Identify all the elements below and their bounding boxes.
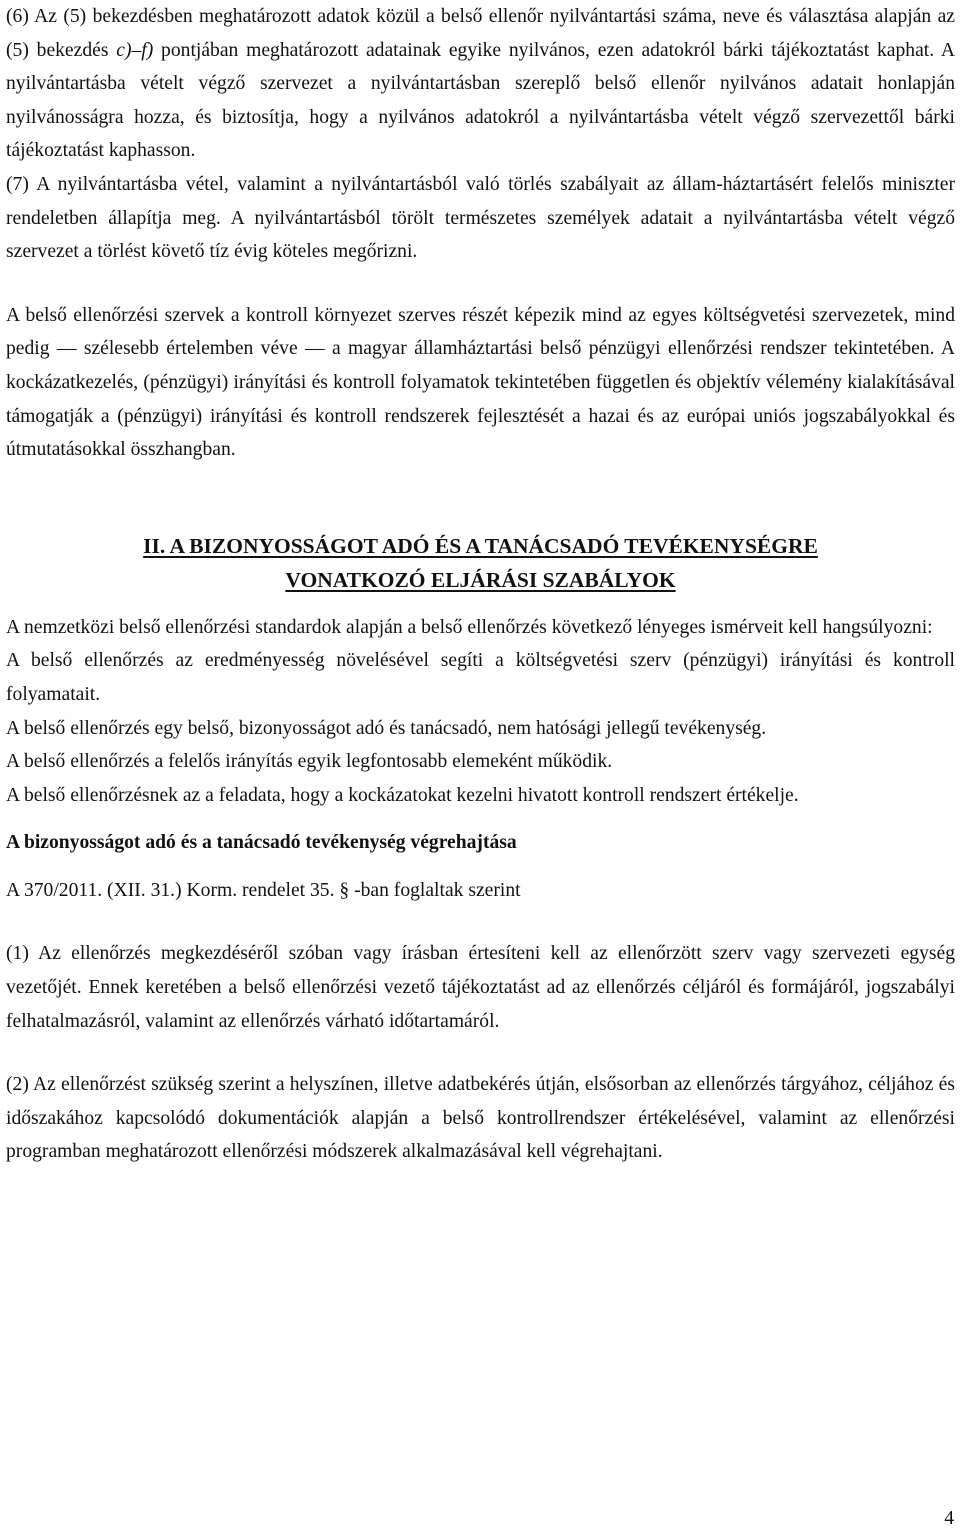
paragraph-6-italic-ref: c)–f) — [116, 39, 154, 61]
standards-item-1: A belső ellenőrzés az eredményesség növelésével segíti a költségvetési szerv (pénzügyi) irányítási és kontroll folyamatait. — [6, 650, 955, 705]
standards-intro: A nemzetközi belső ellenőrzési standardok alapján a belső ellenőrzés következő lényeges ismérveit kell hangsúlyozni: — [6, 616, 933, 638]
control-environment-paragraph: A belső ellenőrzési szervek a kontroll környezet szerves részét képezik mind az egyes költségvetési szervezetek, mind pedig — szélesebb értelemben véve — a magyar államháztartási belső pénzügyi ellenőrzési rendszer tekintetében. A kockázatkezelés, (pénzügyi) irányítási és kontroll folyamatok tekintetében független és objektív vélemény kialakításával támogatják a (pénzügyi) irányítási és kontroll rendszerek fejlesztését a hazai és az európai uniós jogszabályokkal és útmutatásokkal összhangban. — [6, 304, 955, 461]
subheading: A bizonyosságot adó és a tanácsadó tevékenység végrehajtása — [6, 832, 517, 854]
paragraph-6-text-a: (6) Az (5) bekezdésben meghatározott adatok közül a belső ellenőr nyilvántartási száma, neve és választása alapján az (5) bekezdés — [6, 6, 955, 61]
section-heading — [6, 529, 955, 597]
standards-item-4: A belső ellenőrzésnek az a feladata, hogy a kockázatokat kezelni hivatott kontroll rendszert értékelje. — [6, 784, 799, 806]
paragraph-6-text-b: pontjában meghatározott adatainak egyike nyilvános, ezen adatokról bárki tájékoztatást kaphat. A nyilvántartásba vételt végző szervezet a nyilvántartásban szereplő belső ellenőr nyilvános adatait honlapján nyilvánosságra hozza, és biztosítja, hogy a nyilvános adatokról a nyilvántartásba vételt végző szervezettől bárki tájékoztatást kaphasson. — [6, 39, 955, 162]
rule-1: (1) Az ellenőrzés megkezdéséről szóban vagy írásban értesíteni kell az ellenőrzött szerv vagy szervezeti egység vezetőjét. Ennek keretében a belső ellenőrzési vezető tájékoztatást ad az ellenőrzés céljáról és formájáról, jogszabályi felhatalmazásról, valamint az ellenőrzés várható időtartamáról. — [6, 943, 955, 1032]
rule-2: (2) Az ellenőrzést szükség szerint a helyszínen, illetve adatbekérés útján, elsősorban az ellenőrzés tárgyához, céljához és időszakához kapcsolódó dokumentációk alapján a belső kontrollrendszer értékelésével, valamint az ellenőrzési programban meghatározott ellenőrzési módszerek alkalmazásával kell végrehajtani. — [6, 1074, 955, 1163]
regulation-reference: A 370/2011. (XII. 31.) Korm. rendelet 35. § -ban foglaltak szerint — [6, 879, 521, 901]
paragraph-6 — [6, 0, 955, 168]
section-heading-line-1: II. A BIZONYOSSÁGOT ADÓ ÉS A TANÁCSADÓ TEVÉKENYSÉGRE — [143, 533, 818, 558]
section-heading-line-2: VONATKOZÓ ELJÁRÁSI SZABÁLYOK — [285, 567, 676, 592]
standards-item-2: A belső ellenőrzés egy belső, bizonyosságot adó és tanácsadó, nem hatósági jellegű tevékenység. — [6, 717, 767, 739]
standards-item-3: A belső ellenőrzés a felelős irányítás egyik legfontosabb elemeként működik. — [6, 751, 613, 773]
page-number: 4 — [944, 1508, 954, 1529]
paragraph-7: (7) A nyilvántartásba vétel, valamint a nyilvántartásból való törlés szabályait az állam-háztartásért felelős miniszter rendeletben állapítja meg. A nyilvántartásból törölt természetes személyek adatait a nyilvántartásba vételt végző szervezet a törlést követő tíz évig köteles megőrizni. — [6, 173, 955, 263]
document-page — [6, 0, 955, 1169]
